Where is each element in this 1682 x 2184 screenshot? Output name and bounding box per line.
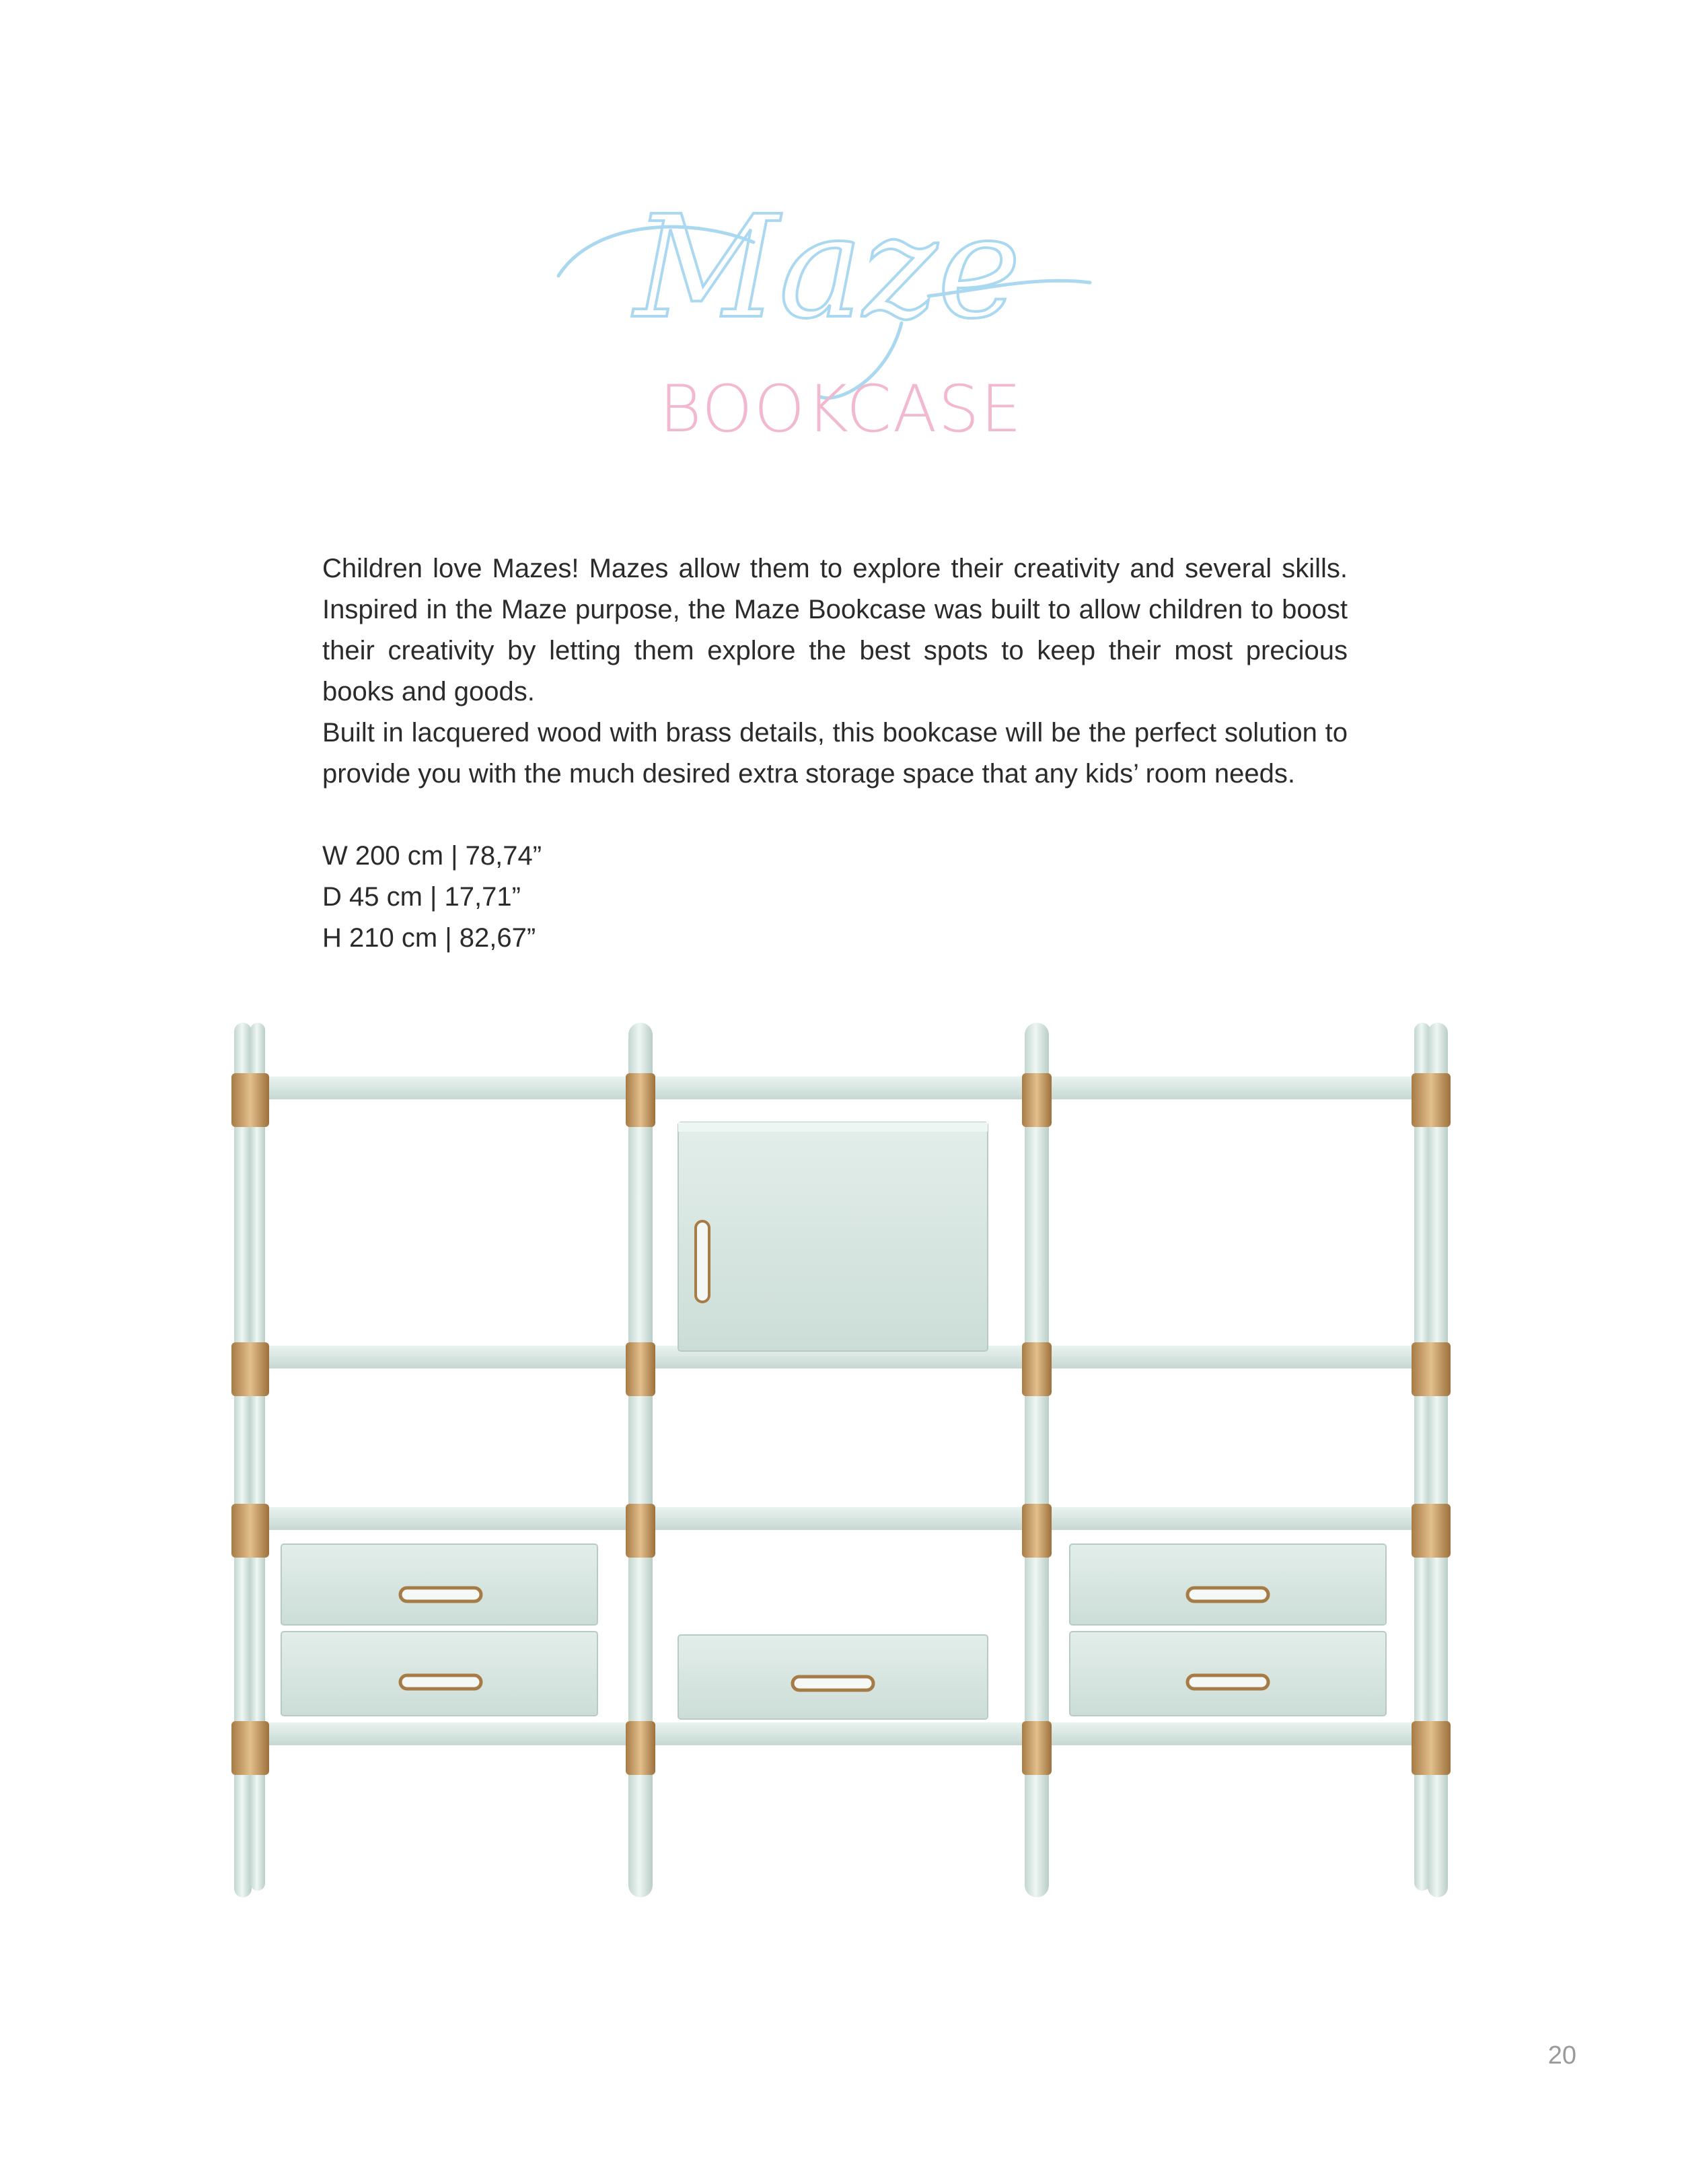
drawer-handle-icon bbox=[400, 1588, 481, 1601]
shelf-bottom bbox=[249, 1722, 1447, 1745]
brass-connector bbox=[1412, 1342, 1451, 1396]
brass-connector bbox=[626, 1721, 655, 1775]
dimensions-list bbox=[322, 836, 542, 959]
door-cabinet bbox=[678, 1122, 988, 1351]
product-description bbox=[322, 548, 1348, 795]
description-paragraph-2: Built in lacquered wood with brass details, this bookcase will be the perfect solution to provide you with the much desired extra storage space that any kids’ room needs. bbox=[322, 718, 1348, 789]
drawer-handle-icon bbox=[1187, 1588, 1268, 1601]
dimension-depth: D 45 cm | 17,71” bbox=[322, 882, 521, 912]
shelf-lower-middle bbox=[249, 1507, 1447, 1530]
brass-connector bbox=[1412, 1504, 1451, 1558]
cabinet-body bbox=[678, 1122, 988, 1351]
brass-connector bbox=[1022, 1073, 1052, 1127]
page-number: 20 bbox=[1547, 2041, 1576, 2070]
maze-script-text: Maze bbox=[634, 202, 1021, 350]
brass-connector bbox=[231, 1073, 269, 1127]
brass-connector bbox=[1022, 1504, 1052, 1558]
product-subtitle: BOOKCASE bbox=[659, 371, 1023, 447]
brass-connector bbox=[1412, 1073, 1451, 1127]
drawer-handle-icon bbox=[793, 1677, 873, 1690]
drawer-handle-icon bbox=[400, 1675, 481, 1689]
drawer-handle-icon bbox=[1187, 1675, 1268, 1689]
cabinet-handle-icon bbox=[696, 1221, 709, 1302]
brass-connector bbox=[626, 1342, 655, 1396]
brass-connector bbox=[626, 1073, 655, 1127]
drawer-units bbox=[281, 1544, 1386, 1719]
cabinet-top-edge bbox=[678, 1122, 988, 1132]
brass-connector bbox=[1022, 1721, 1052, 1775]
brass-connector bbox=[231, 1342, 269, 1396]
brass-connector bbox=[231, 1504, 269, 1558]
shelf-top bbox=[249, 1077, 1447, 1099]
drawer-left-top bbox=[281, 1544, 597, 1625]
bookcase-product-image bbox=[222, 1009, 1473, 1904]
drawer-right-top bbox=[1070, 1544, 1386, 1625]
dimension-height: H 210 cm | 82,67” bbox=[322, 923, 536, 953]
dimension-width: W 200 cm | 78,74” bbox=[322, 841, 542, 871]
brass-connector bbox=[1022, 1342, 1052, 1396]
brass-connector bbox=[231, 1721, 269, 1775]
brass-connector bbox=[626, 1504, 655, 1558]
description-paragraph-1: Children love Mazes! Mazes allow them to explore their creativity and several skills. Inspired in the Maze purpose, the Maze Bookcase was built to allow children to boost their creativity by letting them explore the best spots to keep their most precious books and goods. bbox=[322, 554, 1348, 706]
brass-connector bbox=[1412, 1721, 1451, 1775]
